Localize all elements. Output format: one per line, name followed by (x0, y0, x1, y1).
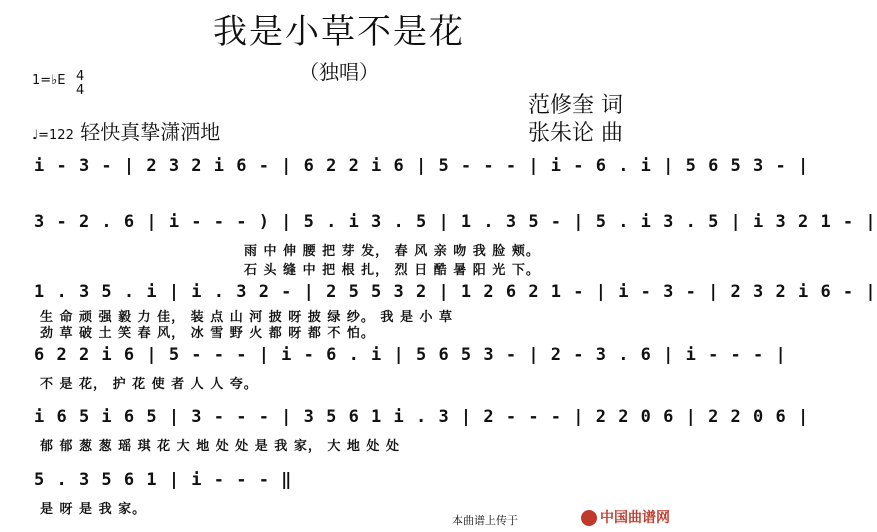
score-line-2: 3 - 2 . 6 | i - - - ) | 5 . i 3 . 5 | 1 . 3 5 - | 5 . i 3 . 5 | i 3 2 1 - | (34, 212, 877, 232)
time-signature-bottom: 4 (76, 83, 85, 98)
tempo-value: ♩=122 (32, 128, 74, 143)
time-signature (76, 70, 84, 98)
score-line-1: i - 3 - | 2 3 2 i 6 - | 6 2 2 i 6 | 5 - - - | i - 6 . i | 5 6 5 3 - | (34, 156, 810, 176)
song-subtitle: （独唱） (299, 60, 379, 84)
lyric-line-3a: 生 命 顽 强 毅 力 佳， 装 点 山 河 披 呀 披 绿 纱。 我 是 小 草 (40, 310, 453, 325)
lyric-line-3b: 劲 草 破 土 笑 春 风， 冰 雪 野 火 都 呀 都 不 怕。 (40, 326, 375, 341)
lyric-line-6: 是 呀 是 我 家。 (40, 502, 147, 517)
upload-note: 本曲谱上传于 (452, 514, 518, 527)
score-line-5: i 6 5 i 6 5 | 3 - - - | 3 5 6 1 i . 3 | 2 - - - | 2 2 0 6 | 2 2 0 6 | (34, 407, 810, 427)
logo-icon (581, 510, 597, 526)
time-signature-top: 4 (76, 69, 85, 84)
song-title: 我是小草不是花 (213, 12, 465, 52)
score-line-6: 5 . 3 5 6 1 | i - - - ‖ (34, 470, 293, 490)
logo-text: 中国曲谱网 (600, 510, 670, 526)
tempo-marking (32, 116, 220, 145)
tempo-expression: 轻快真挚潇洒地 (80, 120, 221, 144)
lyric-line-2b: 石 头 缝 中 把 根 扎， 烈 日 酷 暑 阳 光 下。 (244, 263, 540, 278)
score-line-4: 6 2 2 i 6 | 5 - - - | i - 6 . i | 5 6 5 3 - | 2 - 3 . 6 | i - - - | (34, 345, 787, 365)
lyric-line-4: 不 是 花， 护 花 使 者 人 人 夸。 (40, 377, 258, 392)
site-logo (581, 507, 670, 527)
composer-credit: 张朱论 曲 (528, 121, 623, 146)
lyric-line-2a: 雨 中 伸 腰 把 芽 发， 春 风 亲 吻 我 脸 颊。 (244, 244, 540, 259)
key-signature: 1=♭E (32, 73, 66, 88)
lyric-line-5: 郁 郁 葱 葱 瑶 琪 花 大 地 处 处 是 我 家， 大 地 处 处 (40, 439, 400, 454)
lyricist-credit: 范修奎 词 (528, 93, 623, 118)
score-line-3: 1 . 3 5 . i | i . 3 2 - | 2 5 5 3 2 | 1 2 6 2 1 - | i - 3 - | 2 3 2 i 6 - | (34, 282, 877, 302)
